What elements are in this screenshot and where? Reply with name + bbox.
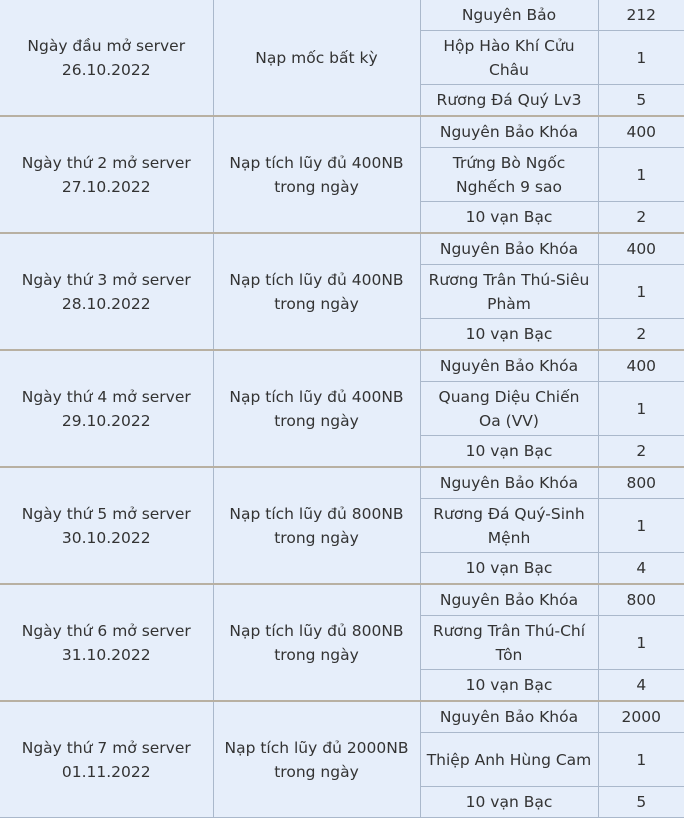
server-date: 29.10.2022 — [61, 411, 151, 430]
table-row — [0, 584, 684, 616]
reward-item-quantity: 1 — [598, 265, 684, 319]
topup-condition: Nạp tích lũy đủ 800NB trong ngày — [213, 584, 420, 701]
server-day-cell — [0, 350, 213, 467]
reward-item-name: 10 vạn Bạc — [420, 202, 598, 234]
server-day-cell — [0, 584, 213, 701]
topup-condition: Nạp tích lũy đủ 2000NB trong ngày — [213, 701, 420, 818]
reward-item-name: Rương Đá Quý Lv3 — [420, 85, 598, 117]
server-day-label: Ngày thứ 3 mở server — [21, 270, 191, 289]
topup-condition: Nạp tích lũy đủ 400NB trong ngày — [213, 233, 420, 350]
reward-item-name: Nguyên Bảo Khóa — [420, 350, 598, 382]
server-date: 30.10.2022 — [61, 528, 151, 547]
server-day-label: Ngày thứ 4 mở server — [21, 387, 191, 406]
reward-item-quantity: 4 — [598, 670, 684, 702]
reward-item-name: Rương Trân Thú-Chí Tôn — [420, 616, 598, 670]
topup-condition: Nạp mốc bất kỳ — [213, 0, 420, 116]
server-day-cell — [0, 701, 213, 818]
reward-item-quantity: 2 — [598, 202, 684, 234]
server-date: 27.10.2022 — [61, 177, 151, 196]
server-day-cell — [0, 467, 213, 584]
reward-item-name: Nguyên Bảo Khóa — [420, 116, 598, 148]
reward-item-quantity: 1 — [598, 382, 684, 436]
server-day-label: Ngày thứ 5 mở server — [21, 504, 191, 523]
topup-condition: Nạp tích lũy đủ 400NB trong ngày — [213, 350, 420, 467]
table-row — [0, 350, 684, 382]
reward-item-quantity: 5 — [598, 85, 684, 117]
server-date: 31.10.2022 — [61, 645, 151, 664]
reward-item-quantity: 2000 — [598, 701, 684, 733]
reward-item-quantity: 2 — [598, 436, 684, 468]
server-day-label: Ngày thứ 6 mở server — [21, 621, 191, 640]
reward-item-quantity: 400 — [598, 116, 684, 148]
reward-item-quantity: 400 — [598, 233, 684, 265]
server-day-cell — [0, 116, 213, 233]
reward-item-name: Quang Diệu Chiến Oa (VV) — [420, 382, 598, 436]
reward-item-quantity: 1 — [598, 616, 684, 670]
server-date: 26.10.2022 — [61, 60, 151, 79]
topup-condition: Nạp tích lũy đủ 400NB trong ngày — [213, 116, 420, 233]
server-day-cell — [0, 0, 213, 116]
reward-item-quantity: 800 — [598, 584, 684, 616]
reward-item-name: Nguyên Bảo Khóa — [420, 467, 598, 499]
reward-item-quantity: 1 — [598, 733, 684, 787]
reward-item-name: 10 vạn Bạc — [420, 436, 598, 468]
reward-item-name: Nguyên Bảo Khóa — [420, 701, 598, 733]
reward-item-quantity: 1 — [598, 148, 684, 202]
reward-item-quantity: 4 — [598, 553, 684, 585]
reward-item-name: Nguyên Bảo Khóa — [420, 584, 598, 616]
reward-item-name: 10 vạn Bạc — [420, 319, 598, 351]
reward-item-name: Thiệp Anh Hùng Cam — [420, 733, 598, 787]
reward-item-quantity: 1 — [598, 499, 684, 553]
reward-item-name: Trứng Bò Ngốc Nghếch 9 sao — [420, 148, 598, 202]
server-date: 01.11.2022 — [61, 762, 151, 781]
topup-condition: Nạp tích lũy đủ 800NB trong ngày — [213, 467, 420, 584]
reward-item-name: Rương Đá Quý-Sinh Mệnh — [420, 499, 598, 553]
reward-item-quantity: 1 — [598, 31, 684, 85]
reward-item-name: Nguyên Bảo — [420, 0, 598, 31]
server-day-label: Ngày thứ 2 mở server — [21, 153, 191, 172]
reward-item-quantity: 212 — [598, 0, 684, 31]
reward-item-name: Nguyên Bảo Khóa — [420, 233, 598, 265]
server-day-cell — [0, 233, 213, 350]
reward-item-name: 10 vạn Bạc — [420, 670, 598, 702]
reward-item-quantity: 2 — [598, 319, 684, 351]
server-date: 28.10.2022 — [61, 294, 151, 313]
table-row — [0, 0, 684, 31]
reward-item-quantity: 5 — [598, 787, 684, 818]
server-day-label: Ngày thứ 7 mở server — [21, 738, 191, 757]
reward-item-name: Hộp Hào Khí Cửu Châu — [420, 31, 598, 85]
reward-item-quantity: 400 — [598, 350, 684, 382]
table-row — [0, 233, 684, 265]
reward-item-name: 10 vạn Bạc — [420, 787, 598, 818]
reward-item-name: 10 vạn Bạc — [420, 553, 598, 585]
reward-item-name: Rương Trân Thú-Siêu Phàm — [420, 265, 598, 319]
table-row — [0, 467, 684, 499]
server-day-label: Ngày đầu mở server — [27, 36, 186, 55]
table-row — [0, 701, 684, 733]
reward-item-quantity: 800 — [598, 467, 684, 499]
table-row — [0, 116, 684, 148]
